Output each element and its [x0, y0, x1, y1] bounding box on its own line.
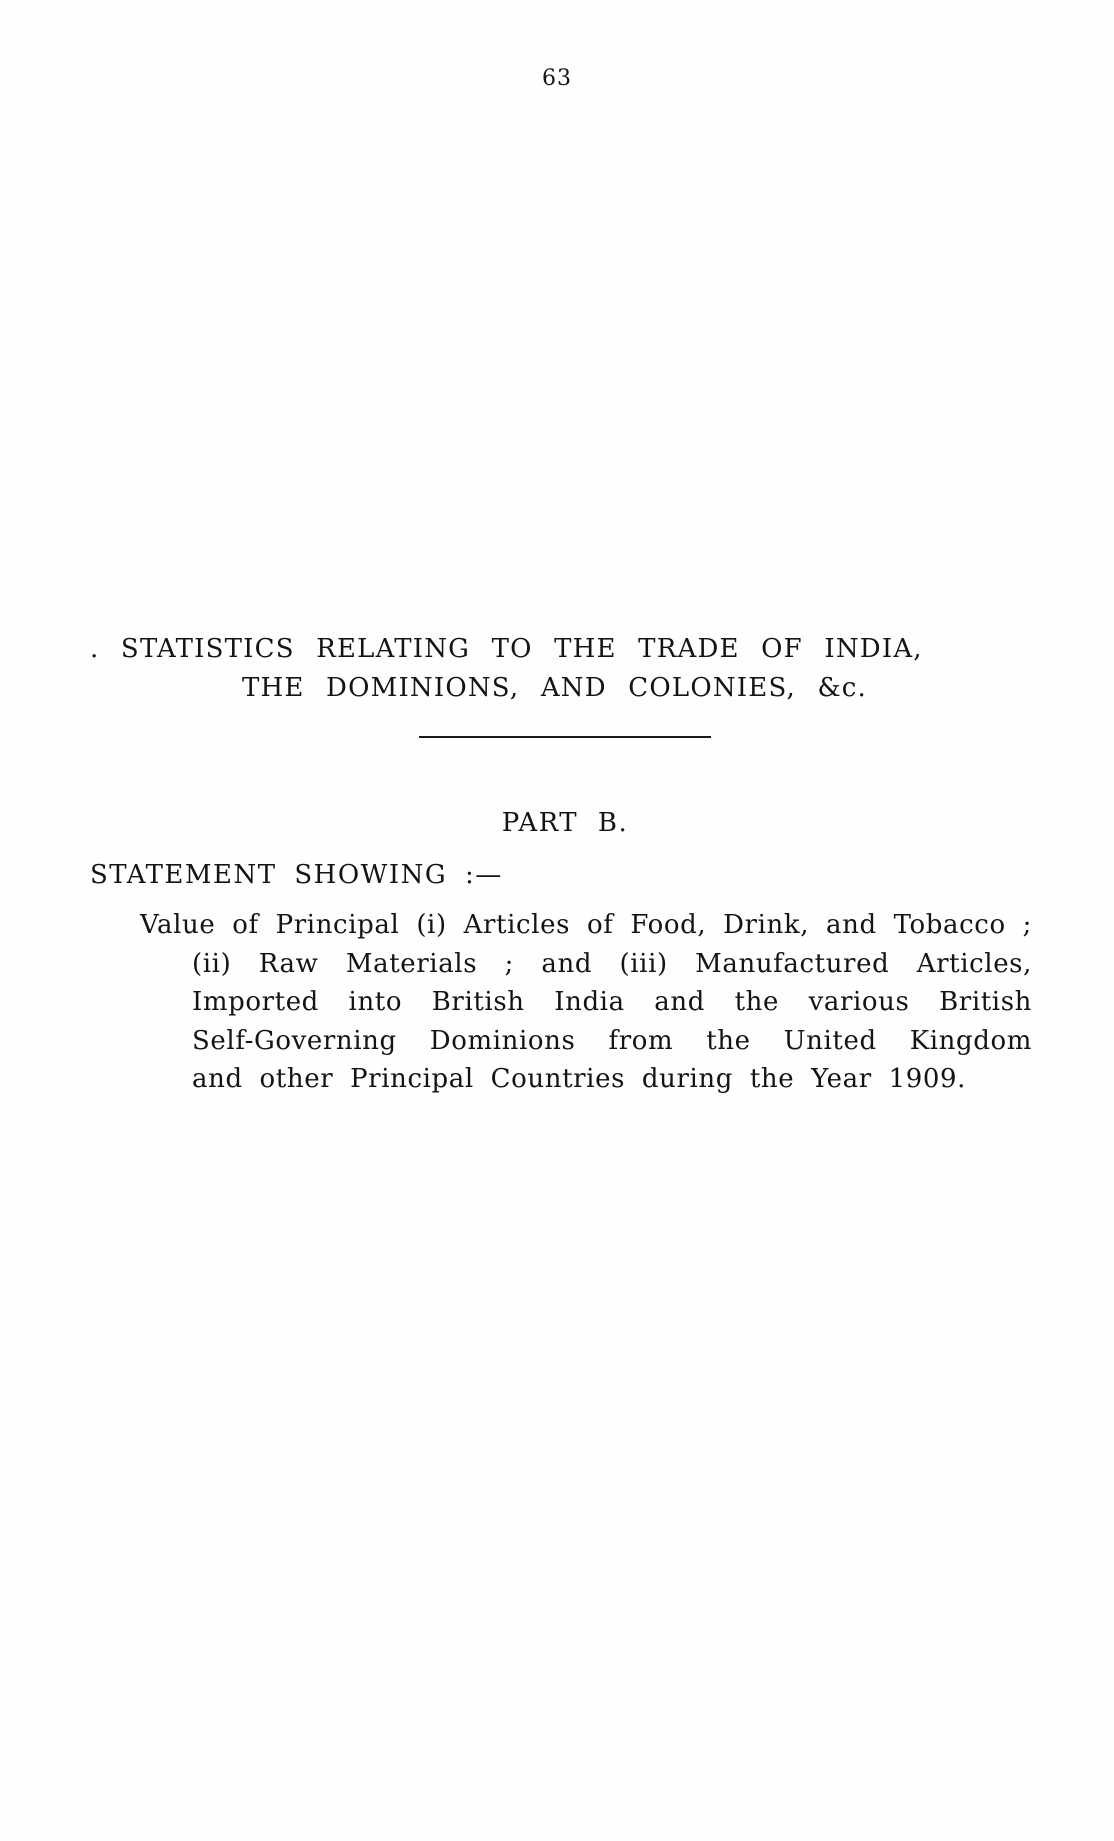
description-line-1: Value of Principal (i) Articles of Food, Drink, and Tobacco ; [140, 910, 1032, 940]
statement-description [140, 906, 1032, 1099]
statement-heading: STATEMENT SHOWING :— [90, 860, 503, 890]
title-line-2: THE DOMINIONS, AND COLONIES, &c. [242, 673, 868, 703]
document-title [90, 630, 1030, 708]
horizontal-rule [419, 736, 711, 738]
part-heading: PART B. [501, 808, 629, 838]
page-number: 63 [542, 66, 572, 91]
description-line-3: Imported into British India and the various British [192, 987, 1032, 1017]
description-line-5: and other Principal Countries during the Year 1909. [192, 1064, 967, 1094]
description-line-2: (ii) Raw Materials ; and (iii) Manufactured Articles, [192, 948, 1032, 979]
description-line-4: Self-Governing Dominions from the United Kingdom [192, 1025, 1032, 1056]
title-line-1: . STATISTICS RELATING TO THE TRADE OF INDIA, [90, 634, 923, 664]
